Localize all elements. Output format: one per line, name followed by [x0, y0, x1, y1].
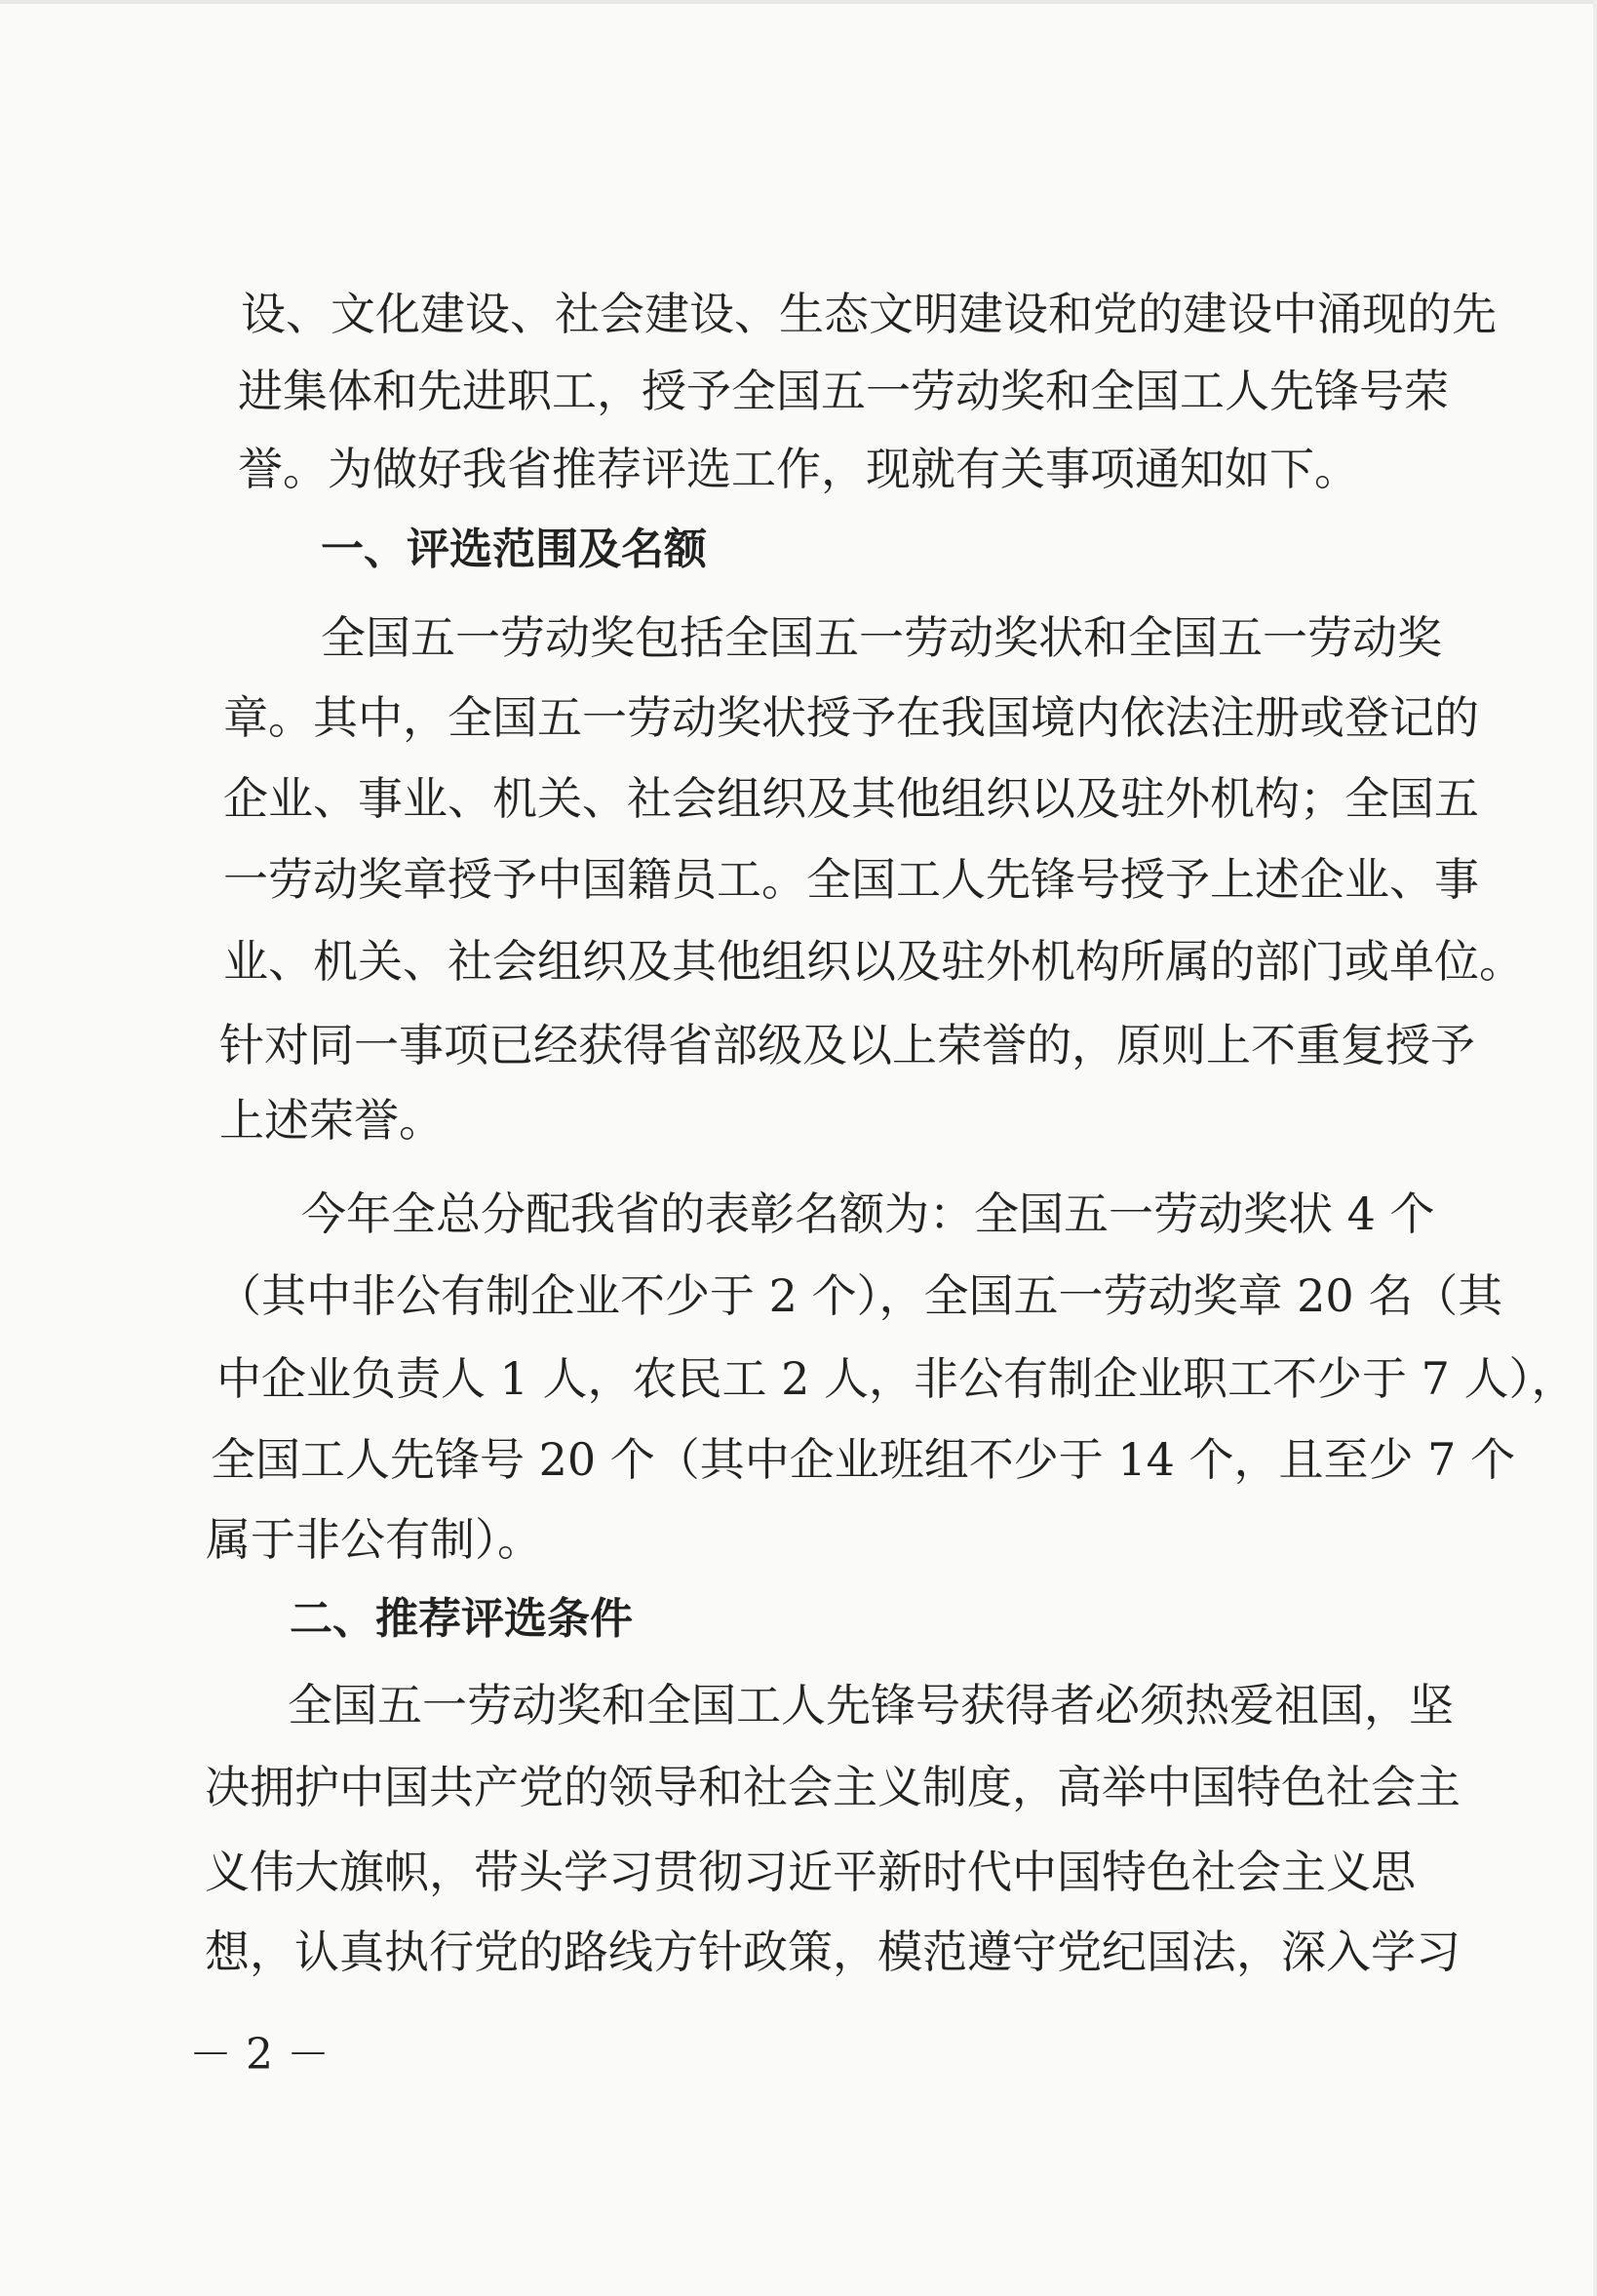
scan-top-edge — [0, 0, 1597, 4]
section-1-para-2-line-3: 中企业负责人 1 人，农民工 2 人，非公有制企业职工不少于 7 人）， — [216, 1352, 1577, 1405]
section-1-para-1-line-5: 业、机关、社会组织及其他组织以及驻外机构所属的部门或单位。 — [223, 935, 1524, 988]
section-1-para-1-line-4: 一劳动奖章授予中国籍员工。全国工人先锋号授予上述企业、事 — [223, 853, 1479, 906]
section-2-para-1-line-3: 义伟大旗帜，带头学习贯彻习近平新时代中国特色社会主义思 — [205, 1846, 1416, 1898]
section-2-para-1-line-1: 全国五一劳动奖和全国工人先锋号获得者必须热爱祖国，坚 — [288, 1679, 1454, 1732]
section-2-para-1-line-2: 决拥护中国共产党的领导和社会主义制度，高举中国特色社会主 — [205, 1761, 1461, 1813]
section-1-para-1-line-3: 企业、事业、机关、社会组织及其他组织以及驻外机构；全国五 — [223, 772, 1479, 825]
section-1-para-1-line-2: 章。其中，全国五一劳动奖状授予在我国境内依法注册或登记的 — [223, 691, 1479, 744]
section-1-para-2-line-1: 今年全总分配我省的表彰名额为：全国五一劳动奖状 4 个 — [301, 1187, 1435, 1240]
intro-line-3: 誉。为做好我省推荐评选工作，现就有关事项通知如下。 — [238, 443, 1359, 495]
section-1-para-2-line-4: 全国工人先锋号 20 个（其中企业班组不少于 14 个，且至少 7 个 — [211, 1433, 1516, 1486]
section-2-heading: 二、推荐评选条件 — [290, 1594, 633, 1644]
page-number: － 2 － — [189, 2030, 330, 2080]
section-1-para-1-line-6: 针对同一事项已经获得省部级及以上荣誉的，原则上不重复授予 — [219, 1019, 1475, 1071]
section-1-para-2-line-5: 属于非公有制）。 — [206, 1513, 542, 1566]
section-1-para-1-line-1: 全国五一劳动奖包括全国五一劳动奖状和全国五一劳动奖 — [321, 611, 1442, 664]
intro-line-1: 设、文化建设、社会建设、生态文明建设和党的建设中涌现的先 — [241, 288, 1497, 340]
section-1-para-1-line-7: 上述荣誉。 — [219, 1094, 444, 1147]
section-1-heading: 一、评选范围及名额 — [321, 525, 707, 574]
section-1-para-2-line-2: （其中非公有制企业不少于 2 个），全国五一劳动奖章 20 名（其 — [216, 1269, 1503, 1322]
intro-line-2: 进集体和先进职工，授予全国五一劳动奖和全国工人先锋号荣 — [238, 365, 1449, 417]
section-2-para-1-line-4: 想，认真执行党的路线方针政策，模范遵守党纪国法，深入学习 — [205, 1926, 1461, 1978]
scan-right-edge — [1593, 0, 1597, 2296]
